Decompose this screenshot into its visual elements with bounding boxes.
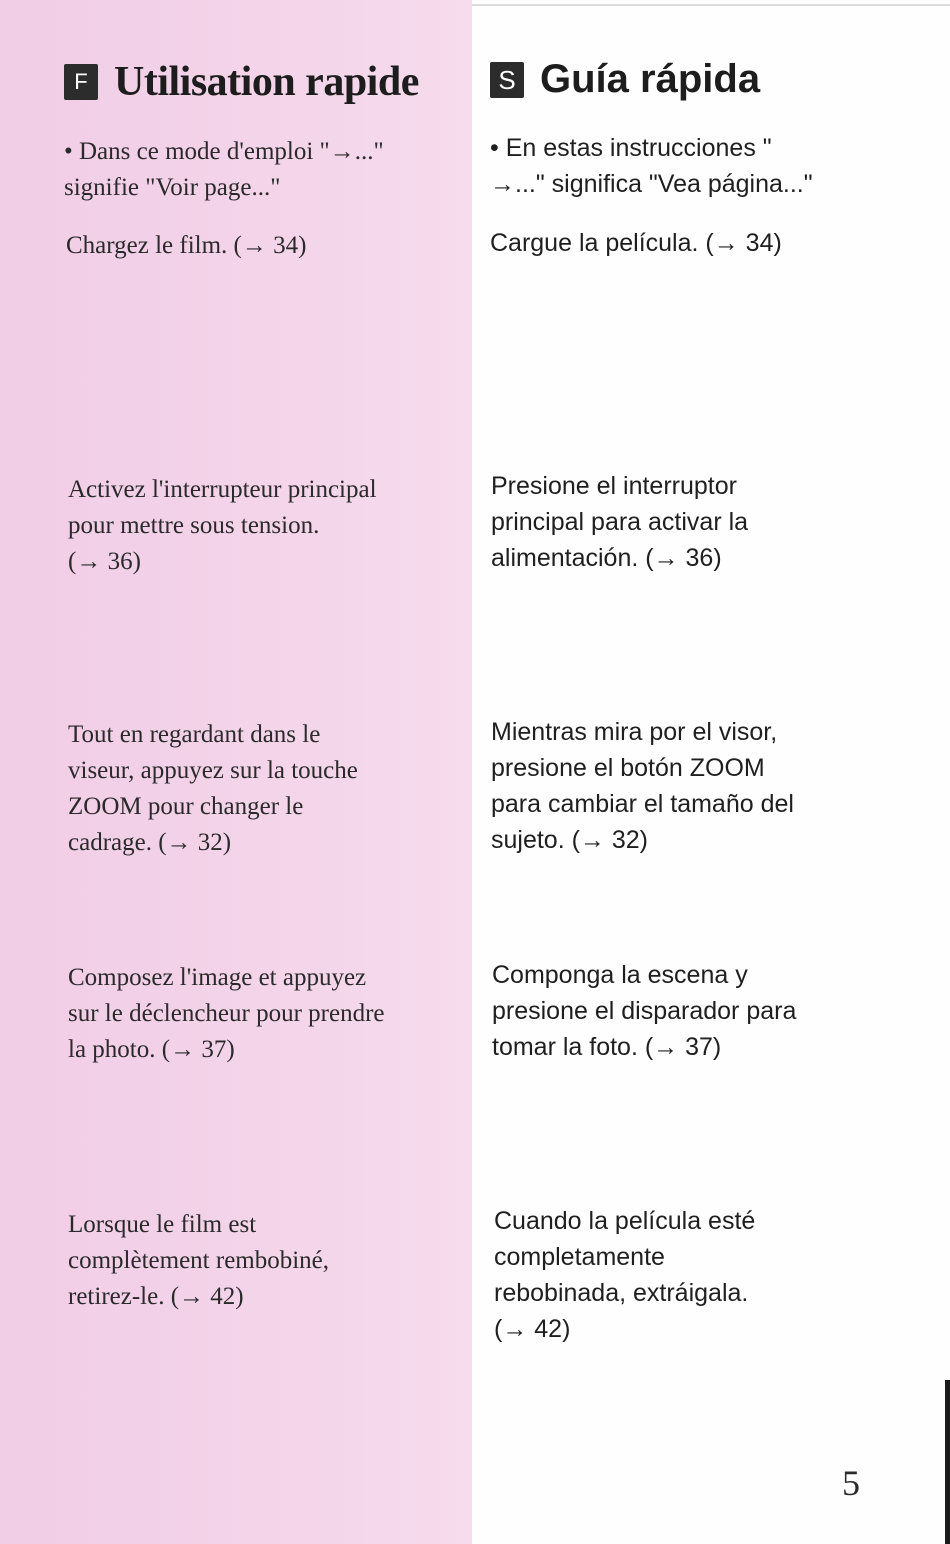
- page-edge-shadow: [945, 1380, 950, 1544]
- french-step-4: Composez l'image et appuyez sur le déclencheur pour prendre la photo. (→ 37): [68, 964, 385, 1063]
- top-edge-line: [472, 4, 950, 6]
- spanish-step-5: Cuando la película esté completamente rebobinada, extráigala. (→ 42): [494, 1207, 756, 1343]
- spanish-step-3: Mientras mira por el visor, presione el botón ZOOM para cambiar el tamaño del sujeto. (→ 32): [491, 718, 794, 854]
- french-step-1: Chargez le film. (→ 34): [66, 232, 307, 259]
- french-step-3: Tout en regardant dans le viseur, appuyez sur la touche ZOOM pour changer le cadrage. (→ 32): [68, 721, 358, 856]
- french-step-2: Activez l'interrupteur principal pour mettre sous tension. (→ 36): [68, 476, 377, 575]
- page-number: 5: [842, 1463, 860, 1503]
- spanish-heading: [490, 57, 760, 102]
- french-title: Utilisation rapide: [114, 59, 419, 105]
- french-note: • Dans ce mode d'emploi "→..." signifie "Voir page...": [64, 138, 384, 201]
- spanish-note: • En estas instrucciones " →..." significa "Vea página...": [490, 134, 813, 198]
- french-step-5: Lorsque le film est complètement rembobiné, retirez-le. (→ 42): [68, 1211, 330, 1310]
- french-heading: [64, 58, 419, 106]
- spanish-step-1: Cargue la película. (→ 34): [490, 229, 782, 257]
- spanish-step-4: Componga la escena y presione el disparador para tomar la foto. (→ 37): [492, 961, 797, 1061]
- language-badge-french: F: [64, 64, 98, 100]
- spanish-step-2: Presione el interruptor principal para activar la alimentación. (→ 36): [491, 472, 749, 572]
- spanish-title: Guía rápida: [540, 57, 761, 101]
- language-badge-spanish: S: [490, 62, 524, 98]
